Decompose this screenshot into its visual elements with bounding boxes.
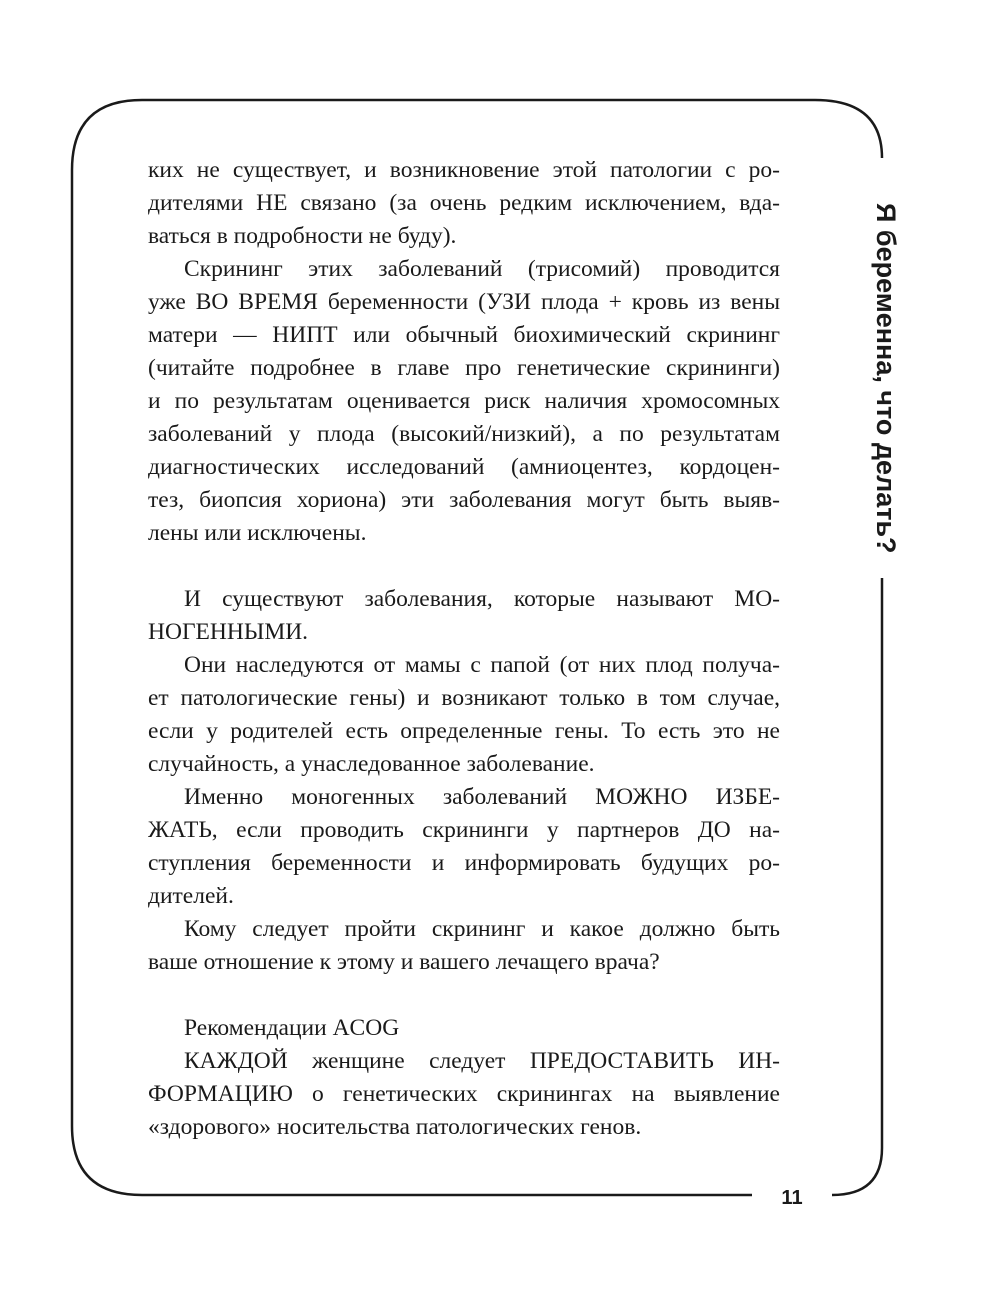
text-line: И существуют заболевания, которые называют МО- (184, 586, 780, 612)
frame-border-corner (832, 578, 882, 1195)
text-line: КАЖДОЙ женщине следует ПРЕДОСТАВИТЬ ИН- (184, 1048, 780, 1074)
text-line: ких не существует, и возникновение этой патологии с ро- (148, 157, 780, 183)
chapter-side-title: Я беременна, что делать? (871, 203, 901, 554)
page-number: 11 (781, 1187, 803, 1209)
text-line: дителями НЕ связано (за очень редким исключением, вда- (148, 190, 780, 216)
text-line: ваться в подробности не буду). (148, 223, 457, 249)
text-line: ступления беременности и информировать будущих ро- (148, 850, 780, 876)
text-line: ЖАТЬ, если проводить скрининги у партнеров ДО на- (148, 817, 780, 843)
text-line: матери — НИПТ или обычный биохимический скрининг (148, 322, 780, 348)
text-line: Именно моногенных заболеваний МОЖНО ИЗБЕ- (184, 784, 780, 810)
text-line: случайность, а унаследованное заболевание. (148, 751, 595, 777)
text-line: если у родителей есть определенные гены. То есть это не (148, 718, 780, 744)
text-line: Кому следует пройти скрининг и какое должно быть (184, 916, 780, 942)
text-line: диагностических исследований (амниоцентез, кордоцен- (148, 454, 780, 480)
text-line: ФОРМАЦИЮ о генетических скринингах на выявление (148, 1081, 780, 1107)
text-line: Скрининг этих заболеваний (трисомий) проводится (184, 256, 780, 282)
text-line: и по результатам оценивается риск наличия хромосомных (148, 388, 780, 414)
text-line: дителей. (148, 883, 234, 909)
text-line: Рекомендации ACOG (184, 1015, 400, 1041)
text-line: ваше отношение к этому и вашего лечащего врача? (148, 949, 660, 975)
text-line: ет патологические гены) и возникают только в том случае, (148, 685, 780, 711)
text-line: (читайте подробнее в главе про генетические скрининги) (148, 355, 780, 381)
text-line: уже ВО ВРЕМЯ беременности (УЗИ плода + кровь из вены (148, 289, 780, 315)
text-line: тез, биопсия хориона) эти заболевания могут быть выяв- (148, 487, 780, 513)
text-line: «здорового» носительства патологических генов. (148, 1114, 642, 1140)
text-line: лены или исключены. (148, 520, 367, 546)
text-line: НОГЕННЫМИ. (148, 619, 309, 645)
text-line: заболеваний у плода (высокий/низкий), а по результатам (148, 421, 780, 447)
text-line: Они наследуются от мамы с папой (от них плод получа- (184, 652, 780, 678)
